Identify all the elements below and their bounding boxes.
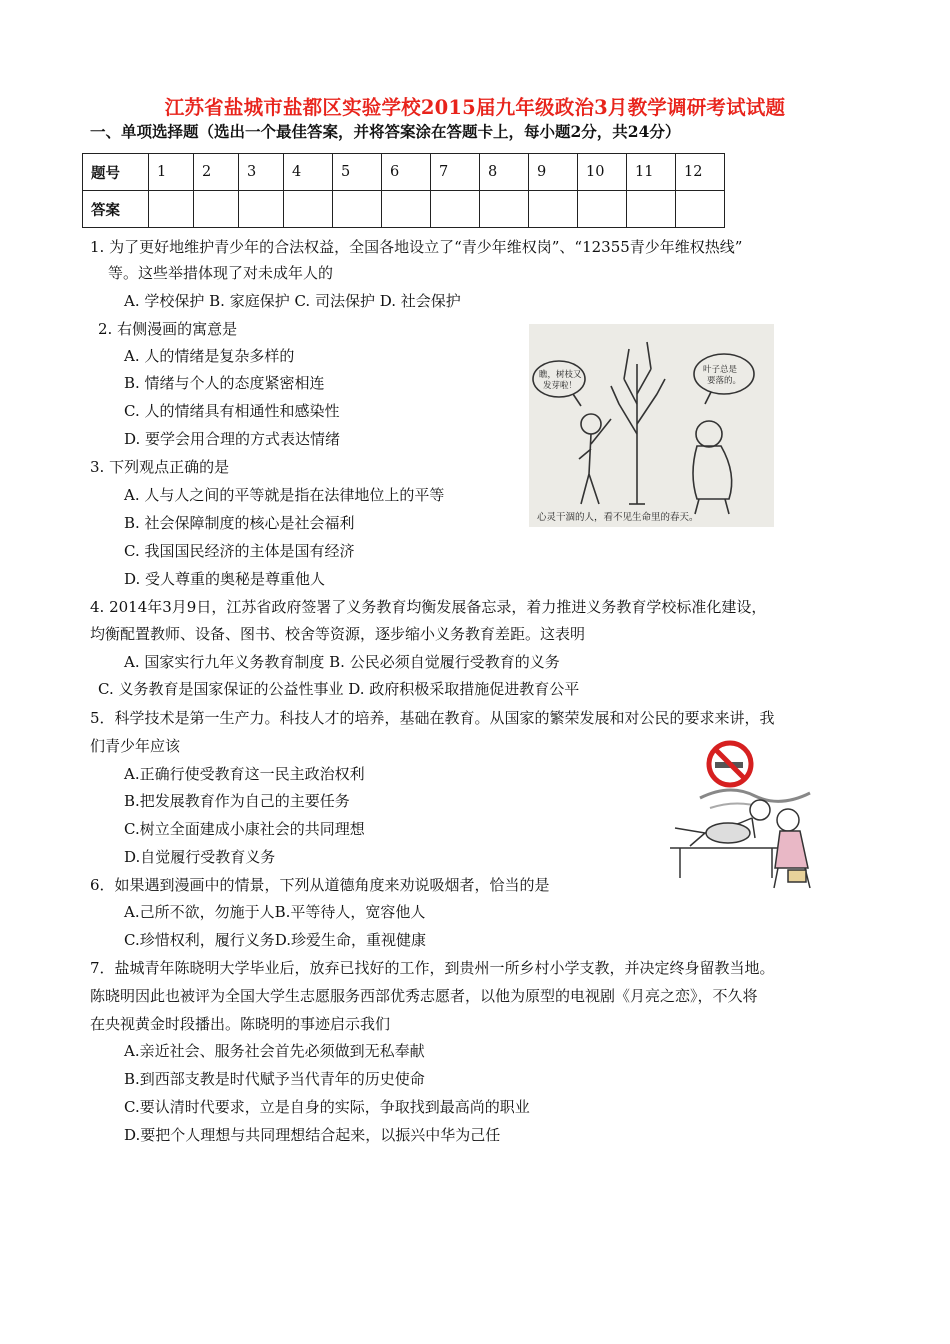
q5-option-d: D.自觉履行受教育义务 bbox=[124, 848, 276, 866]
answer-cell[interactable] bbox=[333, 191, 382, 228]
bubble-left-line1: 瞧，树枝又 bbox=[539, 370, 582, 380]
table-row bbox=[83, 154, 725, 191]
table-header-answer: 答案 bbox=[83, 191, 149, 228]
bubble-right-line1: 叶子总是 bbox=[703, 365, 738, 375]
q4-stem: 4. 2014年3月9日，江苏省政府签署了义务教育均衡发展备忘录，着力推进义务教育学校标准化建设， bbox=[90, 598, 767, 616]
q7-option-a: A.亲近社会、服务社会首先必须做到无私奉献 bbox=[124, 1042, 425, 1060]
q6-options-ab: A.己所不欲，勿施于人B.平等待人，宽容他人 bbox=[124, 903, 426, 921]
q4-stem-cont: 均衡配置教师、设备、图书、校舍等资源，逐步缩小义务教育差距。这表明 bbox=[90, 625, 586, 643]
smoking-cartoon-image bbox=[660, 738, 830, 893]
tree-cartoon-drawing bbox=[529, 324, 774, 527]
answer-cell[interactable] bbox=[529, 191, 578, 228]
answer-cell[interactable] bbox=[194, 191, 239, 228]
q1-stem-cont: 等。这些举措体现了对未成年人的 bbox=[108, 264, 334, 282]
q2-stem: 2. 右侧漫画的寓意是 bbox=[98, 320, 238, 338]
q5-stem-cont: 们青少年应该 bbox=[90, 737, 181, 755]
table-cell-number: 12 bbox=[676, 154, 725, 191]
table-cell-number: 3 bbox=[239, 154, 284, 191]
q6-stem: 6．如果遇到漫画中的情景，下列从道德角度来劝说吸烟者，恰当的是 bbox=[90, 876, 550, 894]
q7-stem: 7．盐城青年陈晓明大学毕业后，放弃已找好的工作，到贵州一所乡村小学支教，并决定终身留教当地。 bbox=[90, 959, 775, 977]
q5-option-c: C.树立全面建成小康社会的共同理想 bbox=[124, 820, 365, 838]
answer-cell[interactable] bbox=[284, 191, 333, 228]
table-cell-number: 6 bbox=[382, 154, 431, 191]
no-smoking-icon bbox=[709, 743, 751, 785]
q3-option-b: B. 社会保障制度的核心是社会福利 bbox=[124, 514, 355, 532]
q7-stem-cont2: 在央视黄金时段播出。陈晓明的事迹启示我们 bbox=[90, 1015, 391, 1033]
answer-cell[interactable] bbox=[578, 191, 627, 228]
answer-cell[interactable] bbox=[239, 191, 284, 228]
tree-cartoon-image bbox=[529, 324, 774, 527]
q3-stem: 3. 下列观点正确的是 bbox=[90, 458, 230, 476]
table-cell-number: 11 bbox=[627, 154, 676, 191]
q7-option-c: C.要认清时代要求，立是自身的实际，争取找到最高尚的职业 bbox=[124, 1098, 530, 1116]
answer-cell[interactable] bbox=[676, 191, 725, 228]
section-heading: 一、单项选择题（选出一个最佳答案，并将答案涂在答题卡上，每小题2分，共24分） bbox=[90, 122, 681, 141]
table-header-number: 题号 bbox=[83, 154, 149, 191]
table-cell-number: 8 bbox=[480, 154, 529, 191]
q1-stem: 1. 为了更好地维护青少年的合法权益，全国各地设立了“青少年维权岗”、“12355青少年维权热线” bbox=[90, 238, 743, 256]
table-cell-number: 2 bbox=[194, 154, 239, 191]
q5-stem: 5．科学技术是第一生产力。科技人才的培养，基础在教育。从国家的繁荣发展和对公民的要求来讲，我 bbox=[90, 709, 775, 727]
q1-options: A. 学校保护 B. 家庭保护 C. 司法保护 D. 社会保护 bbox=[124, 292, 461, 310]
table-cell-number: 9 bbox=[529, 154, 578, 191]
answer-cell[interactable] bbox=[382, 191, 431, 228]
bubble-left-line2: 发芽啦！ bbox=[543, 381, 578, 391]
q3-option-a: A. 人与人之间的平等就是指在法律地位上的平等 bbox=[124, 486, 445, 504]
cartoon-caption: 心灵干涸的人，看不见生命里的春天。 bbox=[537, 512, 699, 523]
table-cell-number: 5 bbox=[333, 154, 382, 191]
table-cell-number: 4 bbox=[284, 154, 333, 191]
table-cell-number: 10 bbox=[578, 154, 627, 191]
q7-stem-cont1: 陈晓明因此也被评为全国大学生志愿服务西部优秀志愿者，以他为原型的电视剧《月亮之恋》，不久将 bbox=[90, 987, 758, 1005]
table-cell-number: 7 bbox=[431, 154, 480, 191]
q2-option-a: A. 人的情绪是复杂多样的 bbox=[124, 347, 295, 365]
q7-option-b: B.到西部支教是时代赋予当代青年的历史使命 bbox=[124, 1070, 425, 1088]
q3-option-d: D. 受人尊重的奥秘是尊重他人 bbox=[124, 570, 326, 588]
q3-option-c: C. 我国国民经济的主体是国有经济 bbox=[124, 542, 355, 560]
q4-options-cd: C. 义务教育是国家保证的公益性事业 D. 政府积极采取措施促进教育公平 bbox=[98, 680, 580, 698]
q2-option-c: C. 人的情绪具有相通性和感染性 bbox=[124, 402, 340, 420]
q5-option-a: A.正确行使受教育这一民主政治权利 bbox=[124, 765, 365, 783]
page-title: 江苏省盐城市盐都区实验学校2015届九年级政治3月教学调研考试试题 bbox=[164, 96, 786, 119]
answer-cell[interactable] bbox=[431, 191, 480, 228]
answer-table bbox=[82, 153, 725, 228]
answer-cell[interactable] bbox=[149, 191, 194, 228]
answer-cell[interactable] bbox=[627, 191, 676, 228]
smoking-cartoon-drawing bbox=[660, 738, 830, 893]
answer-cell[interactable] bbox=[480, 191, 529, 228]
q7-option-d: D.要把个人理想与共同理想结合起来，以振兴中华为己任 bbox=[124, 1126, 501, 1144]
q5-option-b: B.把发展教育作为自己的主要任务 bbox=[124, 792, 350, 810]
q2-option-d: D. 要学会用合理的方式表达情绪 bbox=[124, 430, 341, 448]
table-cell-number: 1 bbox=[149, 154, 194, 191]
q6-options-cd: C.珍惜权利，履行义务D.珍爱生命，重视健康 bbox=[124, 931, 426, 949]
q2-option-b: B. 情绪与个人的态度紧密相连 bbox=[124, 374, 325, 392]
bubble-right-line2: 要落的。 bbox=[707, 376, 742, 386]
table-row bbox=[83, 191, 725, 228]
q4-options-ab: A. 国家实行九年义务教育制度 B. 公民必须自觉履行受教育的义务 bbox=[124, 653, 560, 671]
